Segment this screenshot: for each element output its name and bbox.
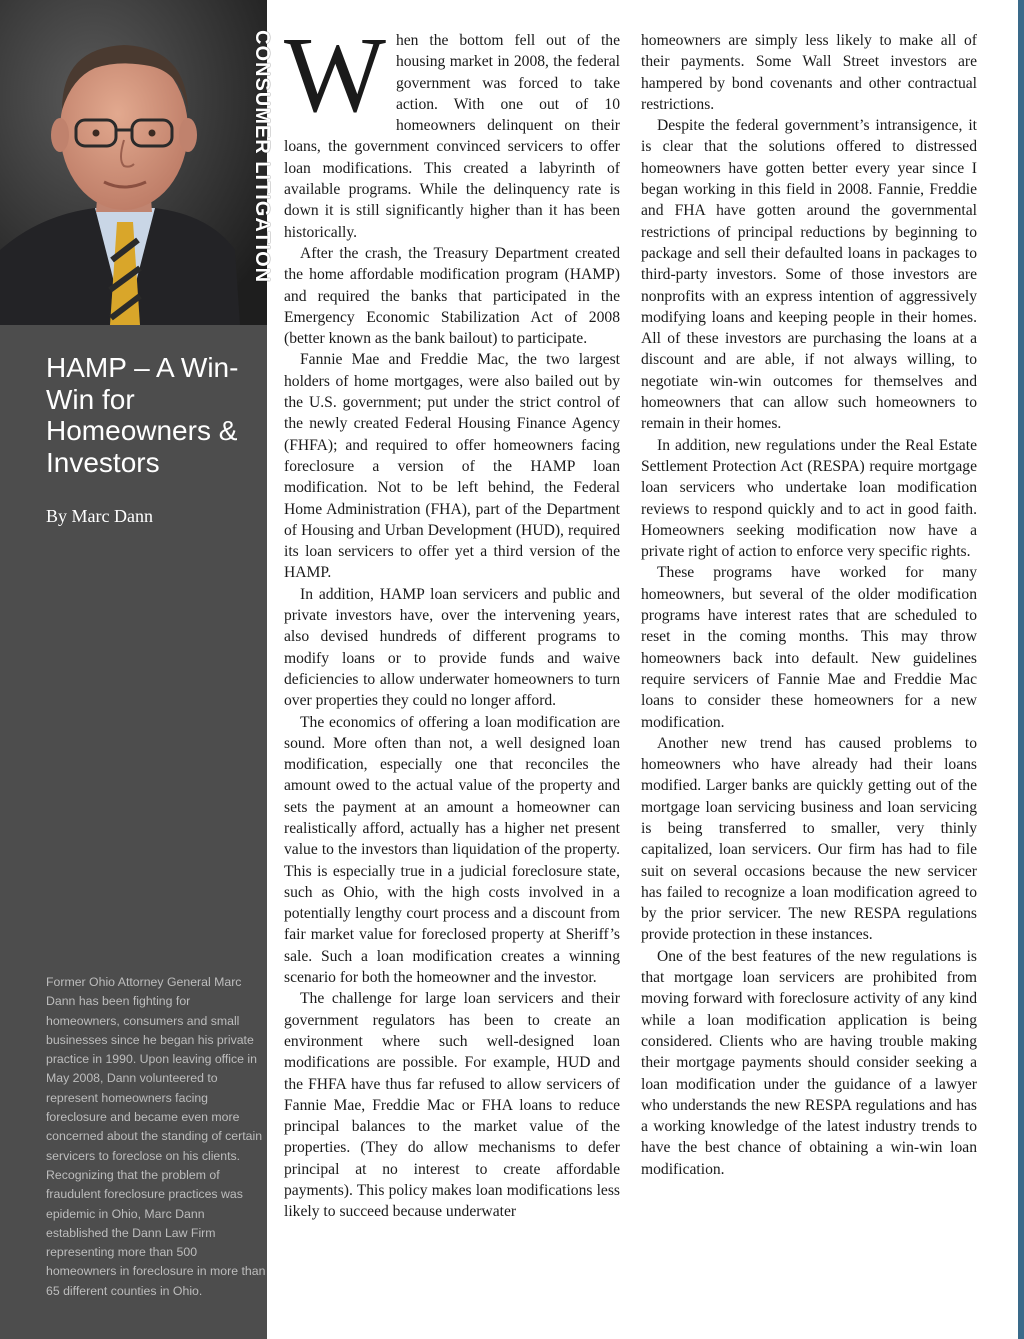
article-paragraph: In addition, HAMP loan servicers and public and private investors have, over the intervening years, also devised hundreds of different programs to modify loans or to provide funds and waive deficiencies to allow underwater homeowners to turn over properties they could no longer afford. <box>284 585 620 710</box>
article-paragraph: One of the best features of the new regulations is that mortgage loan servicers are prohibited from moving forward with foreclosure activity of any kind while a loan modification application is being considered. Clients who are having trouble making their mortgage payments should consider seeking a loan modification under the guidance of a lawyer who understands the new RESPA regulations and has a working knowledge of the latest industry trends to have the best chance of obtaining a win-win loan modification. <box>641 947 977 1178</box>
article-paragraph: homeowners are simply less likely to make all of their payments. Some Wall Street investors are hampered by bond covenants and other contractual restrictions. <box>641 32 977 113</box>
article-paragraph: Fannie Mae and Freddie Mac, the two largest holders of home mortgages, were also bailed out by the U.S. government; put under the strict control of the newly created Federal Housing Finance Agency (FHFA); and required to offer homeowners facing foreclosure a version of the HAMP loan modification. Not to be left behind, the Federal Home Administration (FHA), part of the Department of Housing and Urban Development (HUD), required its loan servicers to offer yet a third version of the HAMP. <box>284 351 620 582</box>
article-paragraph: The economics of offering a loan modification are sound. More often than not, a well designed loan modification, especially one that reconciles the amount owed to the actual value of the property and sets the payment at an amount a homeowner can realistically afford, actually has a higher net present value to the investors than liquidation of the property. This is especially true in a judicial foreclosure state, such as Ohio, with the high costs involved in a potentially lengthy court process and a discount from fair market value for foreclosed property at Sheriff’s sale. Such a loan modification creates a winning scenario for both the homeowner and the investor. <box>284 713 620 987</box>
paragraph-text: hen the bottom fell out of the housing market in 2008, the federal government was forced to take action. With one out of 10 homeowners delinquent on their loans, the government convinced servicers to offer loan modifications. This created a labyrinth of available programs. While the delinquency rate is down it is still significantly higher than it has been historically. <box>284 32 620 241</box>
article-paragraph: In addition, new regulations under the Real Estate Settlement Protection Act (RESPA) require mortgage loan servicers who undertake loan modification reviews to respond quickly and to act in good faith. Homeowners seeking modification now have a private right of action to enforce very specific rights. <box>641 436 977 561</box>
article-column-right <box>641 30 977 1180</box>
section-label-text: CONSUMER LITIGATION <box>251 30 273 284</box>
article-paragraph <box>284 16 620 243</box>
article-paragraph: After the crash, the Treasury Department created the home affordable modification program (HAMP) and required the banks that participated in the Emergency Economic Stabilization Act of 2008 (better known as the bank bailout) to participate. <box>284 244 620 348</box>
article-headline: HAMP – A Win-Win for Homeowners & Investors <box>46 352 239 478</box>
page-edge-strip <box>1018 0 1024 1339</box>
section-label <box>222 30 273 284</box>
article-paragraph: Despite the federal government’s intransigence, it is clear that the solutions offered to distressed homeowners have gotten better every year since I began working in this field in 2008. Fannie, Freddie and FHA have gotten around the governmental restrictions of principal reductions by beginning to package and sell their defaulted loans in packages to third-party investors. Some of those investors are nonprofits with an express intention of aggressively modifying loans and keeping people in their homes. All of these investors are purchasing the loans at a discount and are able, if not always willing, to negotiate win-win outcomes for themselves and homeowners that can allow such homeowners to remain in their homes. <box>641 117 977 433</box>
article-paragraph: Another new trend has caused problems to homeowners who have already had their loans modified. Larger banks are quickly getting out of the mortgage loan servicing business and loan servicing is being transferred to smaller, very thinly capitalized, loan servicers. Our firm has had to file suit on several occasions because the new servicer has failed to recognize a loan modification agreed to by the prior servicer. The new RESPA regulations provide protection in these instances. <box>641 734 977 944</box>
article-paragraph: The challenge for large loan servicers and their government regulators has been to create an environment where such well-designed loan modifications are possible. For example, HUD and the FHFA have thus far refused to allow servicers of Fannie Mae, Freddie Mac or FHA loans to reduce principal balances to the market value of the properties. (They do allow mechanisms to defer principal at no interest to create affordable payments). This policy makes loan modifications less likely to succeed because underwater <box>284 990 620 1221</box>
drop-cap: W <box>284 16 386 135</box>
sidebar <box>0 0 273 1339</box>
article-paragraph: These programs have worked for many homeowners, but several of the older modification programs have interest rates that are scheduled to reset in the coming months. This may throw homeowners back into default. New guidelines require servicers of Fannie Mae and Freddie Mac loans to consider these homeowners for a new modification. <box>641 564 977 731</box>
author-bio: Former Ohio Attorney General Marc Dann has been fighting for homeowners, consumers and small businesses since he began his private practice in 1990. Upon leaving office in May 2008, Dann volunteered to represent homeowners facing foreclosure and became even more concerned about the standing of certain servicers to foreclose on his clients. Recognizing that the problem of fraudulent foreclosure practices was epidemic in Ohio, Marc Dann established the Dann Law Firm representing more than 500 homeowners in foreclosure in more than 65 different counties in Ohio. <box>46 975 266 1298</box>
article-column-left <box>284 16 620 1223</box>
byline: By Marc Dann <box>46 506 153 526</box>
